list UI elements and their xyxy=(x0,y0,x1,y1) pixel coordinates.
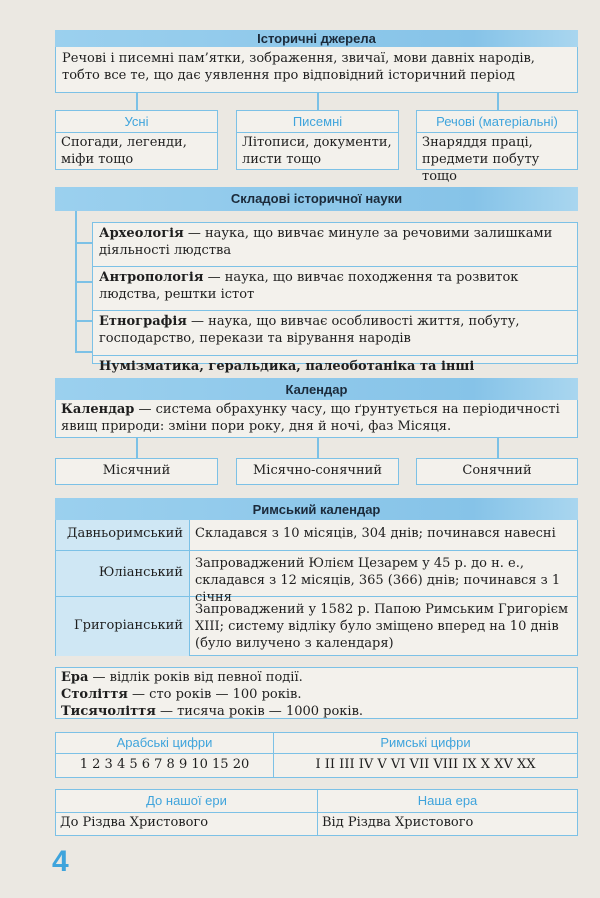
science-item xyxy=(93,356,577,377)
roman-table xyxy=(55,520,578,656)
arabic-label: Арабські цифри xyxy=(56,733,273,754)
calendar-desc: Запроваджений у 1582 р. Папою Римським Григорієм XIII; систему відліку було зміщено вперед на 10 днів (було вилучено з календаря) xyxy=(195,602,569,651)
definition: — сто років — 100 років. xyxy=(127,687,302,702)
definition: — наука, що вивчає походження та розвиток людства, рештки істот xyxy=(99,270,519,302)
connector xyxy=(497,93,499,110)
term: Антропологія xyxy=(99,270,204,285)
numerals-table xyxy=(55,732,578,778)
roman-numerals: I II III IV V VI VII VIII IX X XV XX xyxy=(315,757,536,772)
calendar-type-lunar: Місячний xyxy=(55,458,218,485)
source-type-label: Речові (матеріальні) xyxy=(417,111,577,133)
definition: — тисяча років — 1000 років. xyxy=(155,704,364,719)
term: Століття xyxy=(61,687,128,702)
connector xyxy=(136,438,138,458)
term: Тисячоліття xyxy=(61,704,156,719)
science-item xyxy=(93,267,577,311)
term: Етнографія xyxy=(99,314,187,329)
calendar-definition xyxy=(55,400,578,438)
source-type-text: Спогади, легенди, міфи тощо xyxy=(61,135,187,167)
tree-branch xyxy=(75,242,92,244)
tree-branch xyxy=(75,351,92,353)
tree-branch xyxy=(75,320,92,322)
calendar-header: Календар xyxy=(55,378,578,401)
definition: — система обрахунку часу, що ґрунтується на періодичності явищ природи: зміни пори року, дня й ночі, фаз Місяця. xyxy=(61,402,560,434)
table-row xyxy=(56,520,577,551)
calendar-desc: Запроваджений Юлієм Цезарем у 45 р. до н. е., складався з 12 місяців, 365 (366) днів; починався з 1 січня xyxy=(195,556,561,605)
tree-branch xyxy=(75,281,92,283)
source-type-material xyxy=(416,110,578,184)
table-row xyxy=(56,597,577,656)
page-number: 4 xyxy=(52,845,69,878)
sources-header: Історичні джерела xyxy=(55,30,578,48)
term-row xyxy=(61,686,572,703)
term: Ера xyxy=(61,670,89,685)
era-table xyxy=(55,789,578,836)
source-type-label: Писемні xyxy=(237,111,398,133)
definition: — наука, що вивчає особливості життя, побуту, господарство, перекази та вірування народів xyxy=(99,314,520,346)
term: Календар xyxy=(61,402,135,417)
connector xyxy=(317,93,319,110)
calendar-name: Григоріанський xyxy=(56,597,190,656)
science-list xyxy=(92,222,578,374)
roman-label: Римські цифри xyxy=(274,733,577,754)
terms-box xyxy=(55,667,578,719)
connector xyxy=(497,438,499,458)
ad-label: Наша ера xyxy=(318,790,577,813)
source-type-oral xyxy=(55,110,218,170)
bc-label: До нашої ери xyxy=(56,790,317,813)
science-header: Складові історичної науки xyxy=(55,187,578,211)
roman-header: Римський календар xyxy=(55,498,578,521)
science-item xyxy=(93,223,577,267)
term-row xyxy=(61,703,572,720)
table-row xyxy=(56,551,577,605)
calendar-name: Давньоримський xyxy=(56,520,190,550)
connector xyxy=(317,438,319,458)
term-row xyxy=(61,669,572,686)
source-type-label: Усні xyxy=(56,111,217,133)
calendar-name: Юліанський xyxy=(56,551,190,596)
source-type-text: Знаряддя праці, предмети побуту тощо xyxy=(422,135,540,184)
source-type-written xyxy=(236,110,399,170)
calendar-desc: Складався з 10 місяців, 304 днів; починався навесні xyxy=(195,526,556,541)
sources-description: Речові і писемні пам’ятки, зображення, звичаї, мови давніх народів, тобто все те, що дає уявлення про відповідний історичний період xyxy=(55,47,578,93)
term: Нумізматика, геральдика, палеоботаніка та інші xyxy=(99,359,475,374)
calendar-type-solar: Сонячний xyxy=(416,458,578,485)
calendar-type-lunisolar: Місячно-сонячний xyxy=(236,458,399,485)
science-item xyxy=(93,311,577,356)
definition: — наука, що вивчає минуле за речовими залишками діяльності людства xyxy=(99,226,553,258)
bc-text: До Різдва Христового xyxy=(60,815,209,830)
connector xyxy=(136,93,138,110)
source-type-text: Літописи, документи, листи тощо xyxy=(242,135,392,167)
arabic-numerals: 1 2 3 4 5 6 7 8 9 10 15 20 xyxy=(79,757,250,772)
term: Археологія xyxy=(99,226,184,241)
ad-text: Від Різдва Христового xyxy=(322,815,474,830)
definition: — відлік років від певної події. xyxy=(88,670,303,685)
